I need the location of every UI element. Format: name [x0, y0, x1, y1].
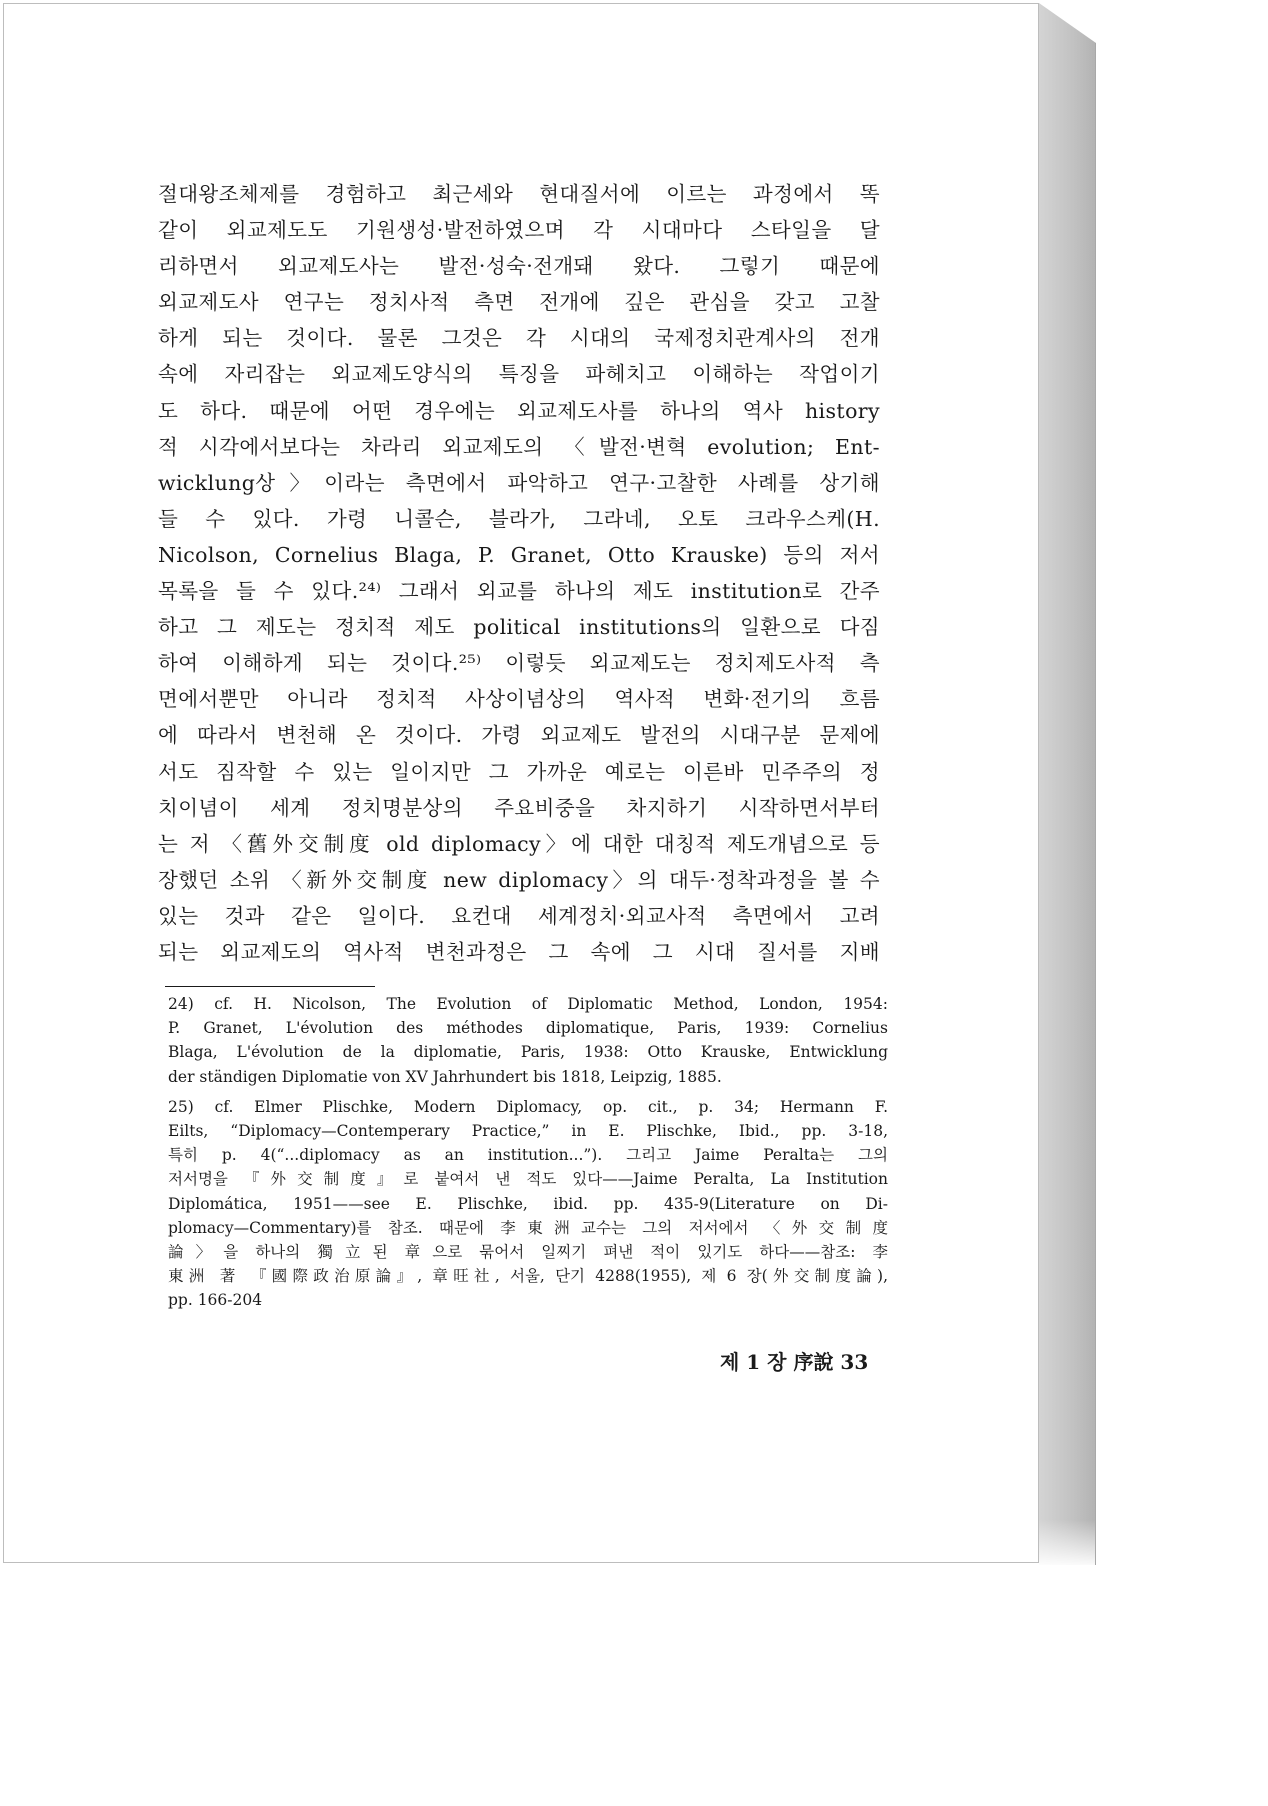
body-line: 되는 외교제도의 역사적 변천과정은 그 속에 그 시대 질서를 지배 — [158, 939, 880, 964]
footnote-line: 저서명을 『外交制度』로 붙여서 낸 적도 있다——Jaime Peralta, La Institution — [168, 1170, 888, 1189]
body-line: 치이념이 세계 정치명분상의 주요비중을 차지하기 시작하면서부터 — [158, 795, 880, 820]
footnote-line: pp. 166-204 — [168, 1291, 263, 1310]
body-line: 외교제도사 연구는 정치사적 측면 전개에 깊은 관심을 갖고 고찰 — [158, 290, 880, 315]
footnote-line: 24) cf. H. Nicolson, The Evolution of Diplomatic Method, London, 1954: — [168, 995, 888, 1013]
body-line: 장했던 소위 〈新外交制度 new diplomacy〉의 대두·정착과정을 볼 수 — [158, 867, 880, 892]
body-line: 리하면서 외교제도사는 발전·성숙·전개돼 왔다. 그렇기 때문에 — [158, 254, 880, 279]
body-line: 에 따라서 변천해 온 것이다. 가령 외교제도 발전의 시대구분 문제에 — [158, 723, 880, 748]
body-line: 목록을 들 수 있다.²⁴⁾ 그래서 외교를 하나의 제도 institution로 간주 — [158, 579, 880, 604]
footnote-line: 25) cf. Elmer Plischke, Modern Diplomacy, op. cit., p. 34; Hermann F. — [168, 1097, 888, 1116]
body-line: 하고 그 제도는 정치적 제도 political institutions의 일환으로 다짐 — [158, 615, 880, 640]
body-line: 같이 외교제도도 기원생성·발전하였으며 각 시대마다 스타일을 달 — [158, 218, 880, 243]
body-line: 절대왕조체제를 경험하고 최근세와 현대질서에 이르는 과정에서 똑 — [158, 182, 880, 206]
footnote-line: Eilts, “Diplomacy—Contemperary Practice,” in E. Plischke, Ibid., pp. 3-18, — [168, 1121, 888, 1140]
footnote-line: P. Granet, L'évolution des méthodes diplomatique, Paris, 1939: Cornelius — [168, 1019, 888, 1038]
footnote-24 — [168, 992, 888, 1089]
body-line: 하여 이해하게 되는 것이다.²⁵⁾ 이렇듯 외교제도는 정치제도사적 측 — [158, 651, 880, 676]
body-line: 있는 것과 같은 일이다. 요컨대 세계정치·외교사적 측면에서 고려 — [158, 903, 880, 928]
body-text — [158, 176, 880, 970]
body-line: 들 수 있다. 가령 니콜슨, 블라가, 그라네, 오토 크라우스케(H. — [158, 506, 880, 531]
body-line: 속에 자리잡는 외교제도양식의 특징을 파헤치고 이해하는 작업이기 — [158, 362, 880, 387]
footnote-line: 論〉을 하나의 獨立된 章으로 묶어서 일찌기 펴낸 적이 있기도 하다——참조: 李 — [168, 1242, 888, 1261]
body-line: 적 시각에서보다는 차라리 외교제도의 〈발전·변혁 evolution; Ent- — [158, 434, 880, 459]
footnote-line: Diplomática, 1951——see E. Plischke, ibid. pp. 435-9(Literature on Di- — [168, 1194, 888, 1213]
body-line: 면에서뿐만 아니라 정치적 사상이념상의 역사적 변화·전기의 흐름 — [158, 687, 880, 712]
footnotes — [168, 992, 888, 1312]
footnote-rule — [165, 986, 375, 987]
body-line: 서도 짐작할 수 있는 일이지만 그 가까운 예로는 이른바 민주주의 정 — [158, 759, 880, 784]
body-line: Nicolson, Cornelius Blaga, P. Granet, Otto Krauske) 등의 저서 — [158, 542, 880, 567]
footnote-line: 東洲 著 『國際政治原論』, 章旺社, 서울, 단기 4288(1955), 제 6 장(外交制度論), — [168, 1267, 888, 1286]
footnote-line: der ständigen Diplomatie von XV Jahrhundert bis 1818, Leipzig, 1885. — [168, 1067, 722, 1086]
body-line: 하게 되는 것이다. 물론 그것은 각 시대의 국제정치관계사의 전개 — [158, 326, 880, 351]
page-stack-edge — [1039, 3, 1096, 1565]
footnote-line: 특히 p. 4(“...diplomacy as an institution...”). 그리고 Jaime Peralta는 그의 — [168, 1146, 888, 1165]
page-stack-corner — [1039, 1520, 1095, 1568]
body-line: wicklung상〉이라는 측면에서 파악하고 연구·고찰한 사례를 상기해 — [158, 470, 880, 495]
body-line: 도 하다. 때문에 어떤 경우에는 외교제도사를 하나의 역사 history — [158, 398, 880, 423]
footnote-25 — [168, 1095, 888, 1313]
body-line: 는 저 〈舊外交制度 old diplomacy〉에 대한 대칭적 제도개념으로 등 — [158, 831, 880, 856]
footnote-line: Blaga, L'évolution de la diplomatie, Paris, 1938: Otto Krauske, Entwicklung — [168, 1043, 888, 1062]
running-footer: 제 1 장 序說 33 — [720, 1350, 869, 1374]
footnote-line: plomacy—Commentary)를 참조. 때문에 李東洲교수는 그의 저서에서 〈外交制度 — [168, 1218, 888, 1237]
